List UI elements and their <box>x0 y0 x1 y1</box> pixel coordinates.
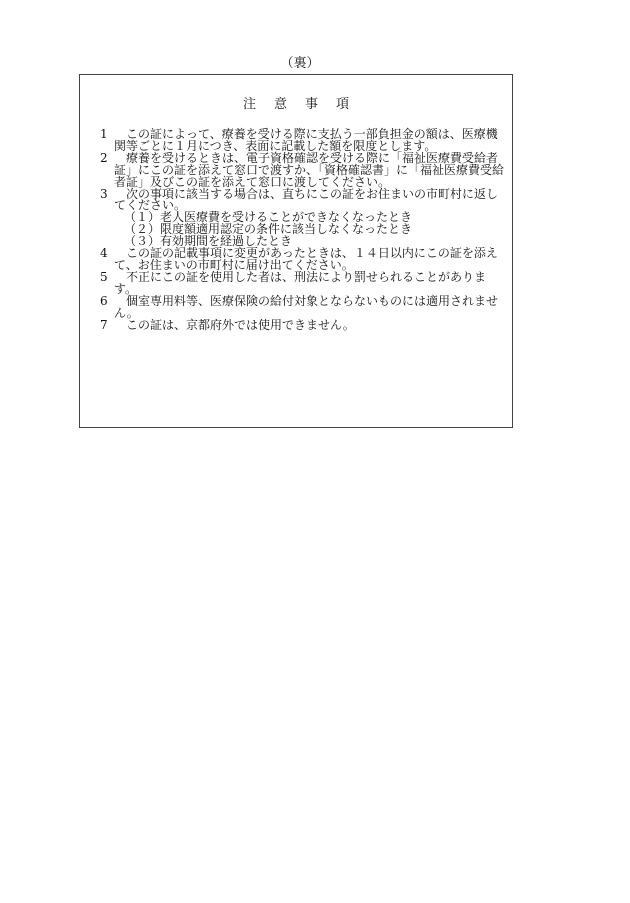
notice-item-5 <box>100 269 508 296</box>
notice-title <box>80 93 512 112</box>
item-text: この証は、京都府外では使用できません。 <box>126 317 355 332</box>
notice-item-2 <box>100 150 508 189</box>
item-number: 6 <box>100 293 108 308</box>
title-char: 項 <box>336 97 350 112</box>
sub-item-3: （３）有効期間を経過したとき <box>124 234 293 249</box>
title-char: 意 <box>273 97 287 112</box>
item-number: 2 <box>100 150 108 165</box>
notice-item-3 <box>100 186 508 213</box>
notice-item-6 <box>100 293 508 320</box>
item-number: 5 <box>100 269 108 284</box>
back-side-label: （裏） <box>280 56 320 71</box>
item-text: 次の事項に該当する場合は、直ちにこの証をお住まいの市町村に返してください。 <box>114 186 499 213</box>
sub-item-2: （２）限度額適用認定の条件に該当しなくなったとき <box>124 222 413 237</box>
notice-item-1 <box>100 129 508 153</box>
item-number: 7 <box>100 317 108 332</box>
item-number: 1 <box>100 127 108 141</box>
item-text: 不正にこの証を使用した者は、刑法により罰せられることがあります。 <box>114 269 487 296</box>
title-char: 注 <box>242 97 256 112</box>
notice-item-4 <box>100 248 508 272</box>
item-text: 療養を受けるときは、電子資格確認を受ける際に「福祉医療費受給者証」にこの証を添えて窓口で渡すか、「資格確認書」に「福祉医療費受給者証」及びこの証を添えて窓口に渡してください。 <box>114 150 505 189</box>
sub-item-1: （１）老人医療費を受けることができなくなったとき <box>124 210 413 225</box>
title-char: 事 <box>305 97 319 112</box>
item-number: 4 <box>100 246 108 261</box>
notice-item-7 <box>100 317 508 332</box>
item-text: 個室専用料等、医療保険の給付対象とならないものには適用されません。 <box>114 293 499 320</box>
notice-box <box>79 74 513 428</box>
item-text: この証の記載事項に変更があったときは、１４日以内にこの証を添えて、お住まいの市町村に届け出てください。 <box>114 246 498 272</box>
notice-items <box>100 129 508 331</box>
item-number: 3 <box>100 186 108 201</box>
item-text: この証によって、療養を受ける際に支払う一部負担金の額は、医療機関等ごとに１月につき、表面に記載した額を限度とします。 <box>114 127 498 153</box>
